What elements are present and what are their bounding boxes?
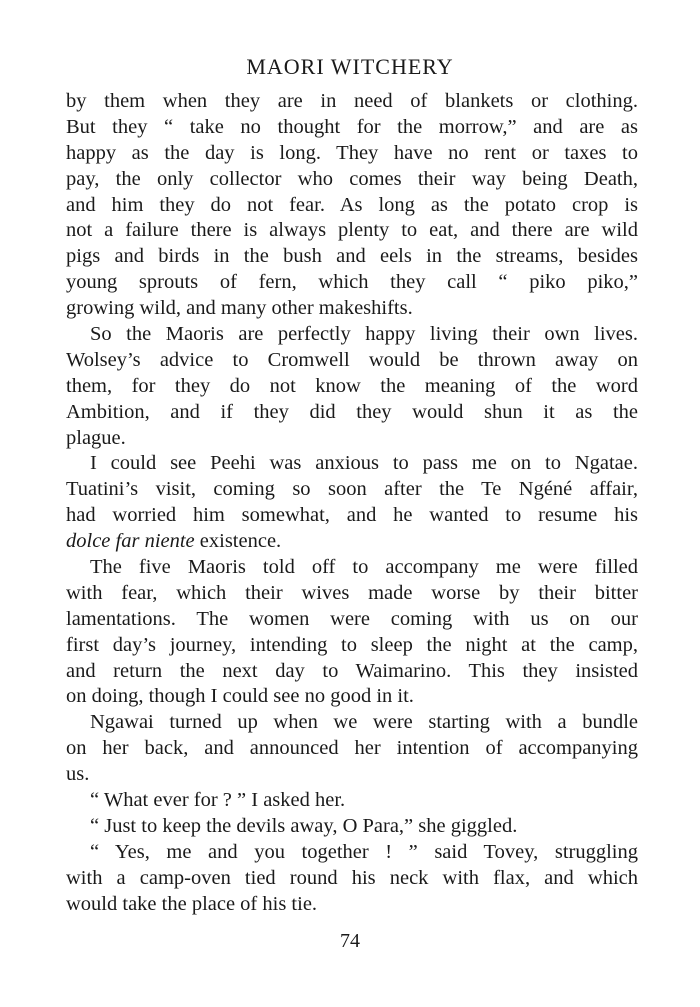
body-text — [66, 89, 638, 918]
text-line: would take the place of his tie. — [66, 892, 318, 915]
italic-phrase: dolce far niente — [66, 530, 195, 553]
text-line: “ Yes, me and you together ! ” said Tovey, struggling — [90, 840, 638, 863]
text-line: had worried him somewhat, and he wanted to resume his — [66, 504, 638, 527]
running-head: MAORI WITCHERY — [246, 54, 454, 79]
text-line: The five Maoris told off to accompany me were filled — [90, 556, 638, 579]
text-line: with a camp-oven tied round his neck with flax, and which — [66, 866, 638, 889]
text-line: young sprouts of fern, which they call “ piko piko,” — [66, 271, 638, 294]
text-line: lamentations. The women were coming with us on our — [66, 607, 638, 630]
text-line: and return the next day to Waimarino. This they insisted — [66, 659, 638, 682]
text-line: them, for they do not know the meaning of the word — [66, 374, 638, 397]
text-line: pay, the only collector who comes their way being Death, — [66, 167, 638, 190]
page-number: 74 — [340, 930, 360, 952]
text-line: on her back, and announced her intention of accompanying — [66, 737, 638, 760]
text-line: Ngawai turned up when we were starting with a bundle — [90, 711, 638, 734]
text-line: and him they do not fear. As long as the potato crop is — [66, 193, 638, 216]
text-line: Tuatini’s visit, coming so soon after the Te Ngéné affair, — [66, 478, 638, 501]
text-line: not a failure there is always plenty to eat, and there are wild — [66, 219, 638, 242]
text-line: by them when they are in need of blankets or clothing. — [66, 90, 638, 112]
text-line: pigs and birds in the bush and eels in the streams, besides — [66, 245, 638, 268]
text-line: Wolsey’s advice to Cromwell would be thrown away on — [66, 348, 638, 371]
text-line: happy as the day is long. They have no rent or taxes to — [66, 141, 638, 164]
text-line: with fear, which their wives made worse by their bitter — [66, 581, 638, 604]
text-line: “ What ever for ? ” I asked her. — [90, 789, 346, 812]
text-line: “ Just to keep the devils away, O Para,” she giggled. — [90, 814, 518, 837]
text-line — [66, 529, 638, 555]
text-line: plague. — [66, 426, 126, 449]
text-line: I could see Peehi was anxious to pass me on to Ngatae. — [90, 452, 638, 475]
text-line: growing wild, and many other makeshifts. — [66, 297, 413, 320]
text-line: So the Maoris are perfectly happy living their own lives. — [90, 323, 638, 346]
text-line: But they “ take no thought for the morrow,” and are as — [66, 115, 638, 138]
text-line: first day’s journey, intending to sleep the night at the camp, — [66, 633, 638, 656]
text-line: Ambition, and if they did they would shun it as the — [66, 400, 638, 423]
text-line: us. — [66, 763, 90, 786]
text-line: on doing, though I could see no good in it. — [66, 685, 414, 708]
line-text: existence. — [194, 530, 282, 553]
